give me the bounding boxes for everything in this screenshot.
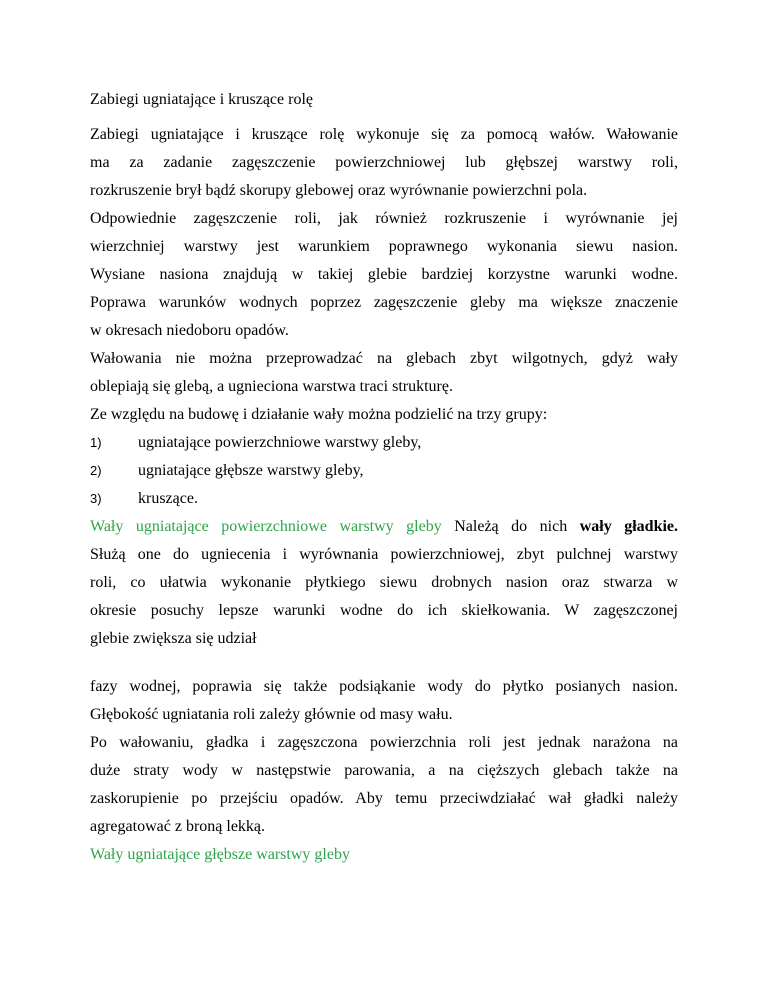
section-1-heading: Wały ugniatające powierzchniowe warstwy gleby	[90, 518, 442, 535]
document-title: Zabiegi ugniatające i kruszące rolę	[90, 91, 313, 108]
paragraph-1-line-3: rozkruszenie brył bądź skorupy glebowej oraz wyrównanie powierzchni pola.	[90, 182, 588, 199]
paragraph-3-line-1: Wałowania nie można przeprowadzać na glebach zbyt wilgotnych, gdyż wały	[90, 350, 678, 367]
paragraph-2-line-4: Poprawa warunków wodnych poprzez zagęszczenie gleby ma większe znaczenie	[90, 294, 678, 311]
paragraph-3-line-2: oblepiają się glebą, a ugnieciona warstwa traci strukturę.	[90, 378, 453, 395]
paragraph-1-line-2: ma za zadanie zagęszczenie powierzchniowej lub głębszej warstwy roli,	[90, 154, 678, 171]
section-1-first-line	[90, 517, 678, 537]
section-2-heading: Wały ugniatające głębsze warstwy gleby	[90, 846, 350, 863]
list-item	[90, 461, 678, 481]
paragraph-2-line-2: wierzchniej warstwy jest warunkiem poprawnego wykonania siewu nasion.	[90, 238, 678, 255]
paragraph-6-line-3: zaskorupienie po przejściu opadów. Aby temu przeciwdziałać wał gładki należy	[90, 790, 678, 807]
list-item	[90, 489, 678, 509]
list-text: ugniatające głębsze warstwy gleby,	[138, 462, 364, 479]
section-1-line-5: glebie zwiększa się udział	[90, 630, 257, 647]
section-1-line-3: roli, co ułatwia wykonanie płytkiego siewu drobnych nasion oraz stwarza w	[90, 574, 678, 591]
list-text: ugniatające powierzchniowe warstwy gleby,	[138, 434, 422, 451]
list-number: 3)	[90, 491, 102, 506]
list-number: 1)	[90, 435, 102, 450]
section-1-lead: Należą do nich	[441, 518, 580, 535]
paragraph-5-line-1: fazy wodnej, poprawia się także podsiąkanie wody do płytko posianych nasion.	[90, 678, 678, 695]
paragraph-5-line-2: Głębokość ugniatania roli zależy głównie od masy wału.	[90, 706, 453, 723]
section-1-bold: wały gładkie.	[579, 518, 679, 535]
paragraph-6-line-1: Po wałowaniu, gładka i zagęszczona powierzchnia roli jest jednak narażona na	[90, 734, 678, 751]
list-item	[90, 433, 678, 453]
list-number: 2)	[90, 463, 102, 478]
paragraph-2-line-5: w okresach niedoboru opadów.	[90, 322, 289, 339]
paragraph-4: Ze względu na budowę i działanie wały można podzielić na trzy grupy:	[90, 406, 548, 423]
paragraph-2-line-1: Odpowiednie zagęszczenie roli, jak również rozkruszenie i wyrównanie jej	[90, 210, 678, 227]
section-1-line-4: okresie posuchy lepsze warunki wodne do ich skiełkowania. W zagęszczonej	[90, 602, 678, 619]
paragraph-6-line-4: agregatować z broną lekką.	[90, 818, 266, 835]
section-1-line-2: Służą one do ugniecenia i wyrównania powierzchniowej, zbyt pulchnej warstwy	[90, 546, 678, 563]
paragraph-1-line-1: Zabiegi ugniatające i kruszące rolę wykonuje się za pomocą wałów. Wałowanie	[90, 126, 678, 143]
paragraph-6-line-2: duże straty wody w następstwie parowania, a na cięższych glebach także na	[90, 762, 678, 779]
list-text: kruszące.	[138, 490, 198, 507]
paragraph-2-line-3: Wysiane nasiona znajdują w takiej glebie bardziej korzystne warunki wodne.	[90, 266, 678, 283]
